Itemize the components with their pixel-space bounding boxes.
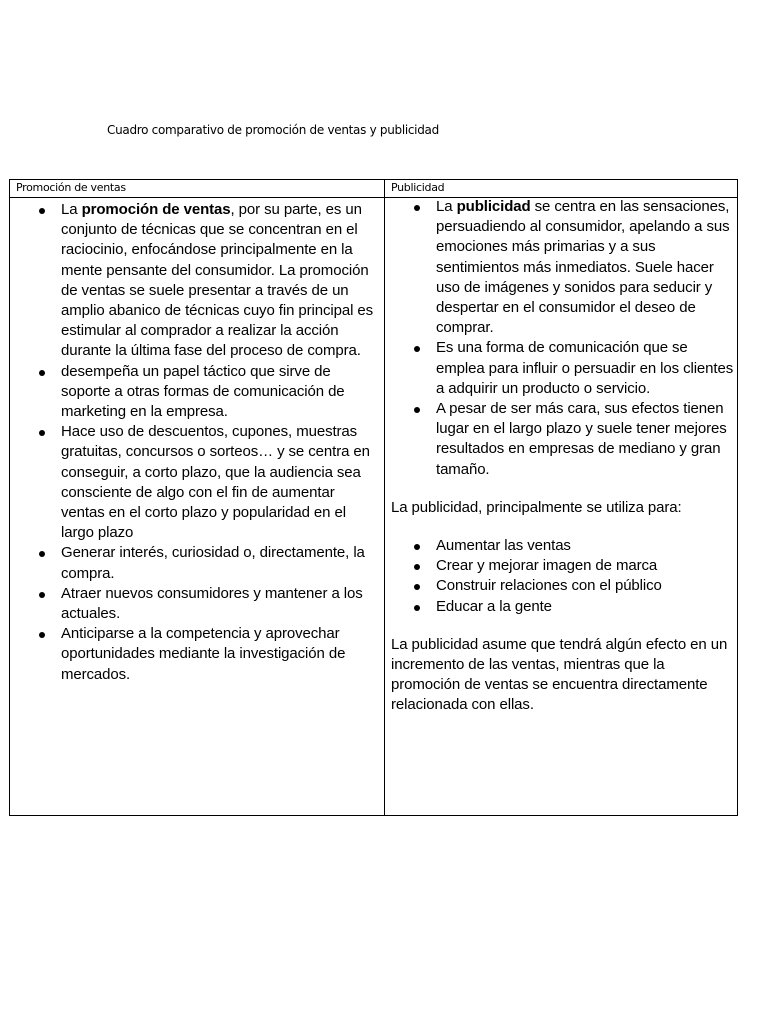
promocion-bullet-list bbox=[10, 200, 382, 685]
bullet-icon bbox=[414, 205, 420, 211]
spacer bbox=[386, 617, 738, 635]
list-item: Construir relaciones con el público bbox=[386, 576, 738, 596]
list-item: desempeña un papel táctico que sirve de soporte a otras formas de comunicación de marketing en la empresa. bbox=[10, 362, 382, 423]
list-item: A pesar de ser más cara, sus efectos tienen lugar en el largo plazo y suele tener mejores resultados en empresas de mediano y gran tamaño. bbox=[386, 399, 738, 480]
list-item: Educar a la gente bbox=[386, 597, 738, 617]
list-item: Crear y mejorar imagen de marca bbox=[386, 556, 738, 576]
list-item: Generar interés, curiosidad o, directamente, la compra. bbox=[10, 543, 382, 583]
column-divider bbox=[384, 180, 385, 815]
closing-paragraph: La publicidad asume que tendrá algún efecto en un incremento de las ventas, mientras que la promoción de ventas se encuentra directamente relacionada con ellas. bbox=[391, 635, 728, 714]
list-item: Anticiparse a la competencia y aprovechar oportunidades mediante la investigación de mercados. bbox=[10, 624, 382, 685]
bullet-icon bbox=[414, 584, 420, 590]
bullet-icon bbox=[39, 208, 45, 214]
list-item: Aumentar las ventas bbox=[386, 536, 738, 556]
spacer bbox=[386, 480, 738, 498]
uses-intro: La publicidad, principalmente se utiliza para: bbox=[391, 498, 682, 516]
list-item: Hace uso de descuentos, cupones, muestras gratuitas, concursos o sorteos… y se centra en conseguir, a corto plazo, que la audiencia sea consciente de algo con el fin de aumentar ventas en el corto plazo y popularidad en el largo plazo bbox=[10, 422, 382, 543]
comparison-table bbox=[9, 179, 738, 816]
uses-bullet-list bbox=[386, 536, 738, 617]
bullet-icon bbox=[414, 605, 420, 611]
bullet-icon bbox=[39, 370, 45, 376]
bullet-icon bbox=[414, 544, 420, 550]
publicidad-column-cell bbox=[386, 200, 738, 716]
promocion-column-cell bbox=[10, 200, 382, 685]
document-title: Cuadro comparativo de promoción de ventas y publicidad bbox=[107, 123, 439, 137]
list-item: Es una forma de comunicación que se emplea para influir o persuadir en los clientes a adquirir un producto o servicio. bbox=[386, 338, 738, 399]
publicidad-bullet-list bbox=[386, 197, 738, 480]
bullet-icon bbox=[414, 346, 420, 352]
list-item: La promoción de ventas, por su parte, es un conjunto de técnicas que se concentran en el raciocinio, enfocándose principalmente en la mente pensante del consumidor. La promoción de ventas se suele presentar a través de un amplio abanico de técnicas cuyo fin principal es estimular al comprador a realizar la acción durante la última fase del proceso de compra. bbox=[10, 200, 382, 362]
bullet-icon bbox=[39, 430, 45, 436]
header-promocion-de-ventas: Promoción de ventas bbox=[16, 181, 126, 194]
bullet-icon bbox=[39, 632, 45, 638]
bullet-icon bbox=[39, 592, 45, 598]
promocion-term: promoción de ventas bbox=[81, 201, 231, 218]
bullet-icon bbox=[39, 551, 45, 557]
bullet-icon bbox=[414, 564, 420, 570]
publicidad-term: publicidad bbox=[456, 198, 531, 215]
list-item: La publicidad se centra en las sensaciones, persuadiendo al consumidor, apelando a sus emociones más primarias y a sus sentimientos más inmediatos. Suele hacer uso de imágenes y sonidos para seducir y despertar en el consumidor el deseo de comprar. bbox=[386, 197, 738, 338]
list-item: Atraer nuevos consumidores y mantener a los actuales. bbox=[10, 584, 382, 624]
header-publicidad: Publicidad bbox=[391, 181, 445, 194]
spacer bbox=[386, 518, 738, 536]
bullet-icon bbox=[414, 407, 420, 413]
